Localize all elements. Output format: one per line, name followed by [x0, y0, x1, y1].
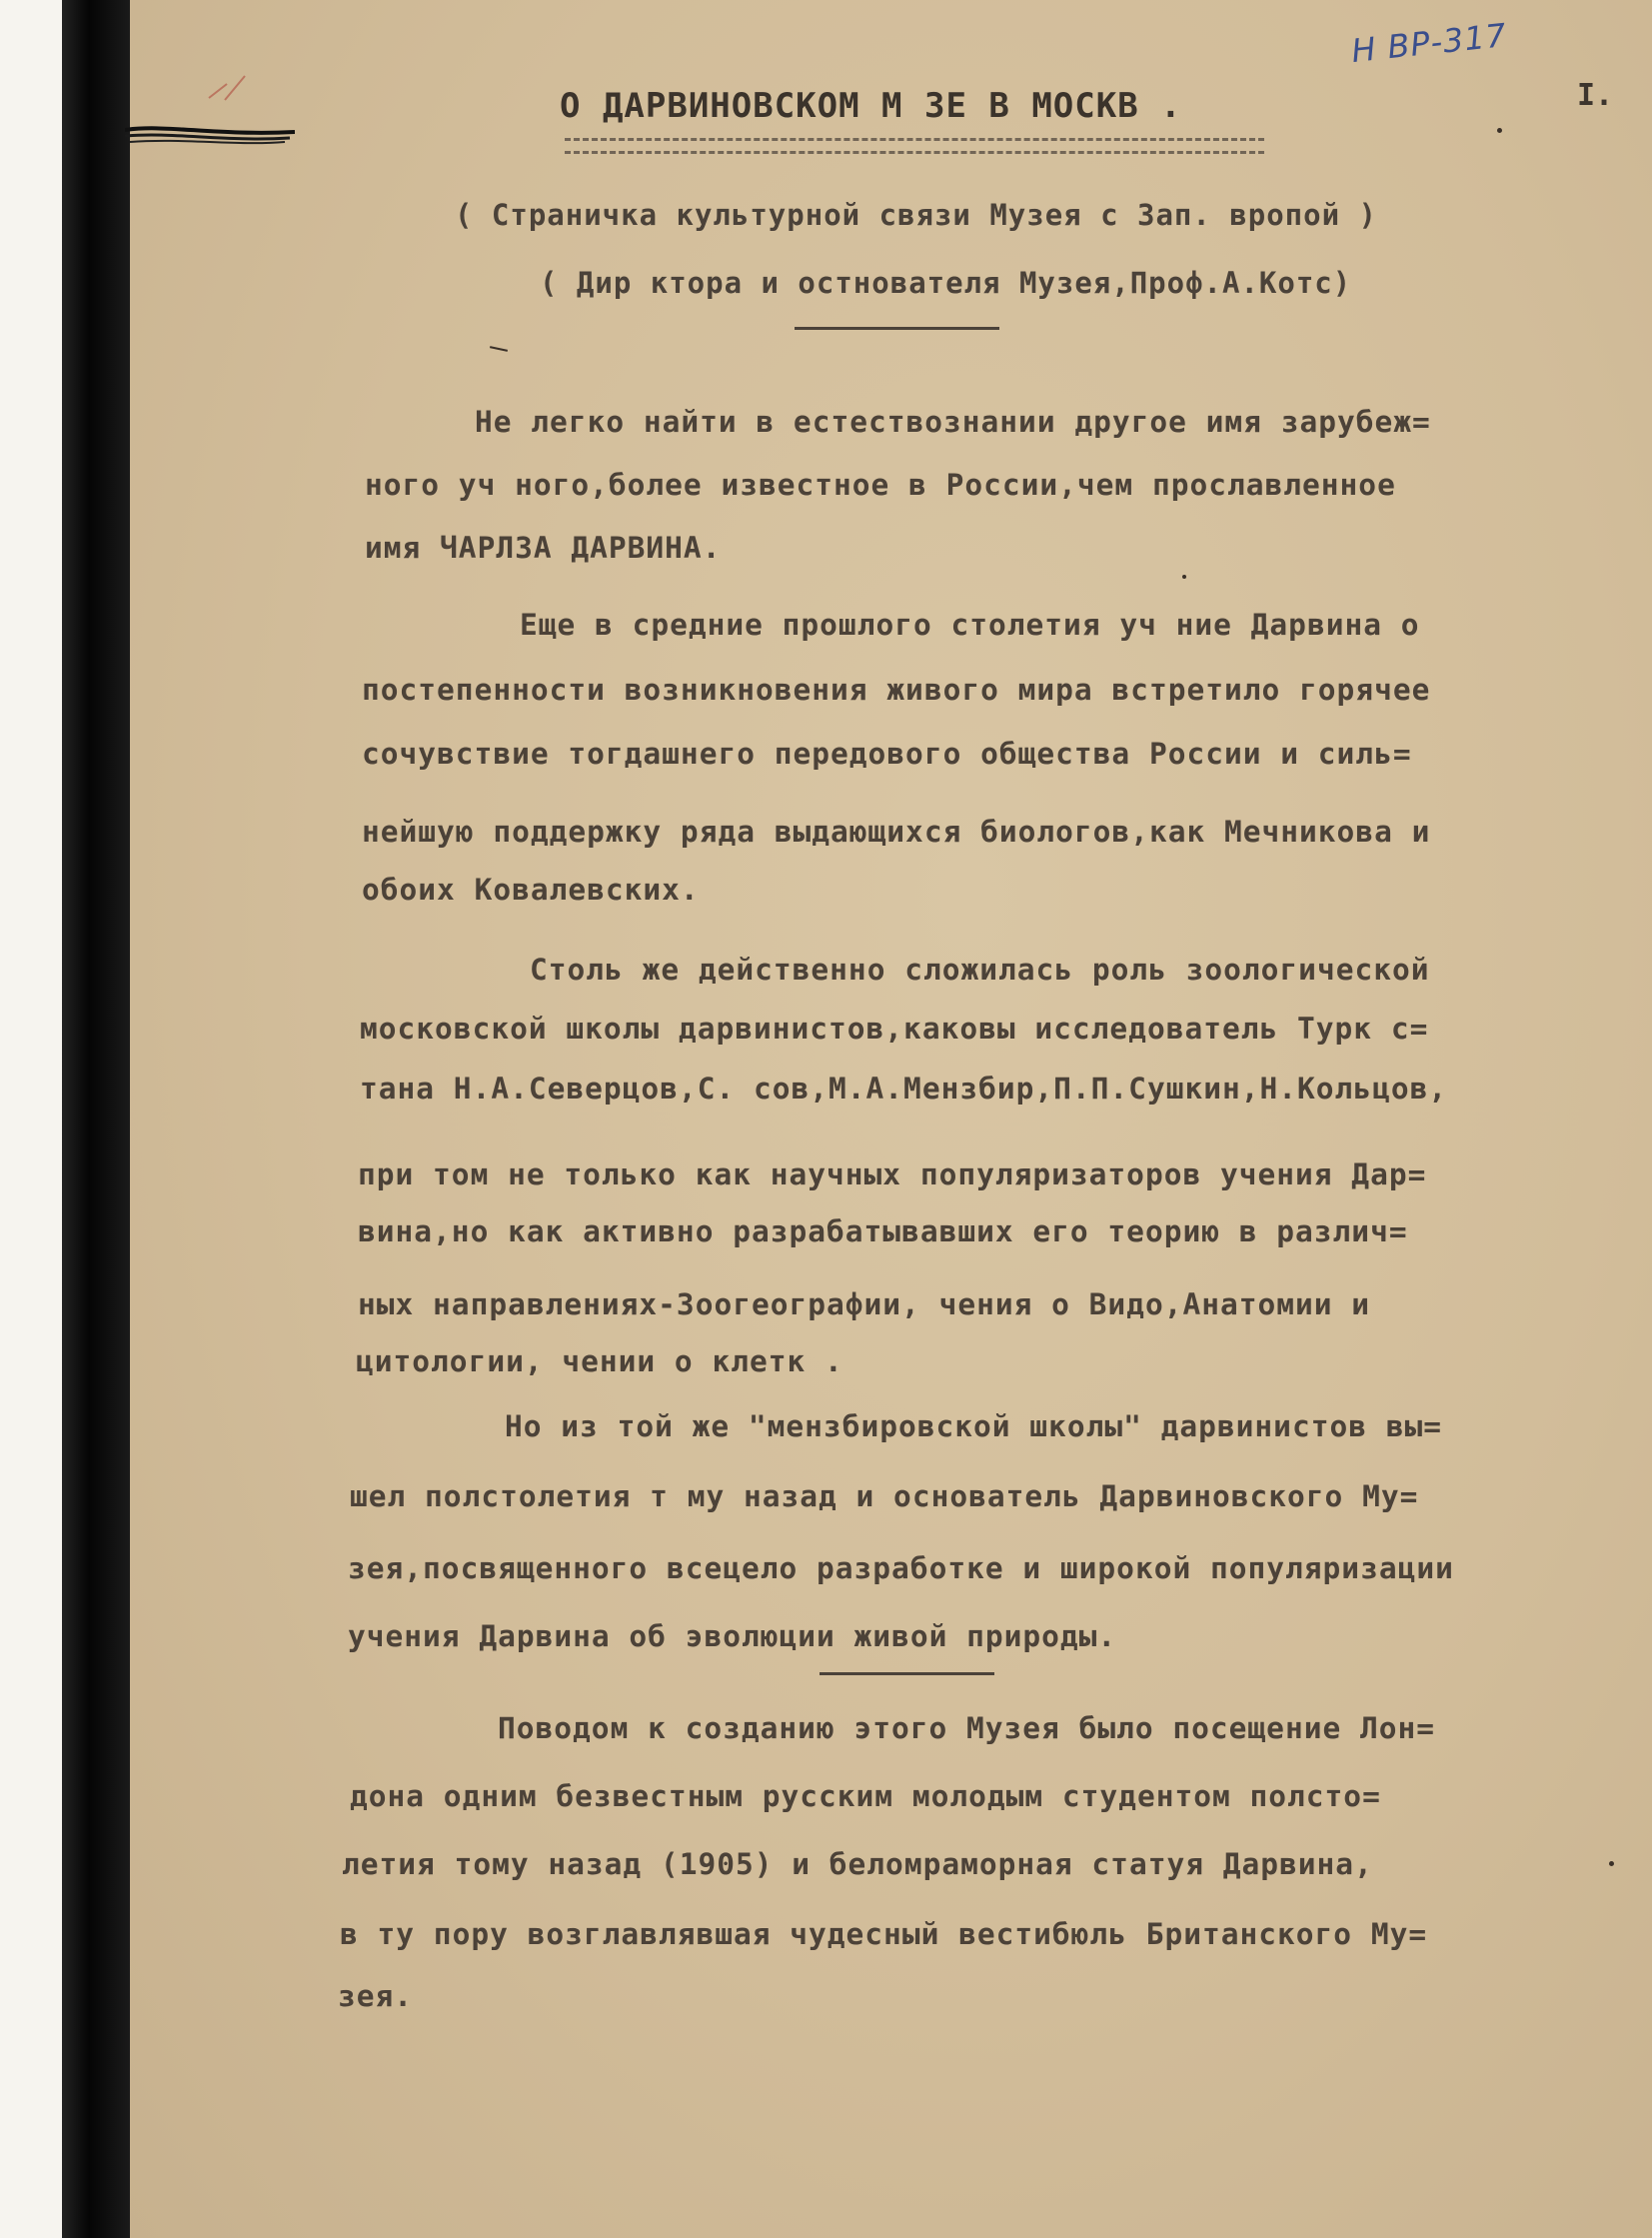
subtitle-1: ( Страничка культурной связи Музея с Зап. вропой )	[455, 198, 1377, 232]
binding-edge	[62, 0, 130, 2238]
title-underline	[565, 138, 1264, 154]
text-line: при том не только как научных популяризаторов учения Дар=	[358, 1157, 1427, 1191]
text-line: Еще в средние прошлого столетия уч ние Дарвина о	[520, 608, 1420, 642]
pencil-mark	[205, 70, 255, 110]
page-number: I.	[1577, 78, 1614, 113]
text-line: дона одним безвестным русским молодым студентом полсто=	[350, 1779, 1381, 1813]
text-line: ного уч ного,более известное в России,чем прославленное	[365, 468, 1396, 502]
text-line: ных направлениях-Зоогеографии, чения о Видо,Анатомии и	[358, 1287, 1371, 1321]
text-line: постепенности возникновения живого мира встретило горячее	[362, 673, 1431, 707]
paper-speck	[1609, 1861, 1614, 1866]
binding-thread	[125, 122, 295, 148]
text-line: имя ЧАРЛЗА ДАРВИНА.	[365, 531, 722, 565]
text-line: зея.	[338, 1979, 414, 2013]
section-divider	[820, 1672, 994, 1675]
text-line: Не легко найти в естествознании другое имя зарубеж=	[475, 405, 1431, 439]
section-divider	[795, 327, 999, 330]
text-line: московской школы дарвинистов,каковы исследователь Турк с=	[360, 1012, 1429, 1046]
text-line: нейшую поддержку ряда выдающихся биологов,как Мечникова и	[362, 815, 1431, 849]
text-line: обоих Ковалевских.	[362, 873, 700, 907]
archive-code: Н ВР-317	[1349, 15, 1509, 71]
text-line: сочувствие тогдашнего передового общества России и силь=	[362, 737, 1412, 771]
text-line: цитологии, чении о клетк .	[356, 1344, 843, 1378]
text-line: в ту пору возглавлявшая чудесный вестибюль Британского Му=	[340, 1917, 1428, 1951]
document-page	[130, 0, 1652, 2238]
document-title: О ДАРВИНОВСКОМ М ЗЕ В МОСКВ .	[560, 86, 1182, 126]
text-line: шел полстолетия т му назад и основатель Дарвиновского Му=	[350, 1479, 1419, 1513]
scan-margin	[0, 0, 62, 2238]
text-line: тана Н.А.Северцов,С. сов,М.А.Мензбир,П.П.Сушкин,Н.Кольцов,	[360, 1072, 1448, 1106]
text-line: летия тому назад (1905) и беломраморная статуя Дарвина,	[342, 1847, 1373, 1881]
subtitle-2: ( Дир ктора и остнователя Музея,Проф.А.Котс)	[540, 266, 1352, 300]
paper-speck	[1182, 575, 1186, 579]
text-line: Поводом к созданию этого Музея было посещение Лон=	[498, 1711, 1436, 1745]
text-line: вина,но как активно разрабатывавших его теорию в различ=	[358, 1214, 1408, 1248]
text-line: учения Дарвина об эволюции живой природы.	[348, 1619, 1117, 1653]
text-line: Столь же действенно сложилась роль зоологической	[530, 953, 1430, 987]
text-line: Но из той же "мензбировской школы" дарвинистов вы=	[505, 1409, 1443, 1443]
text-line: зея,посвященного всецело разработке и широкой популяризации	[348, 1551, 1454, 1585]
paper-speck	[1497, 128, 1502, 133]
